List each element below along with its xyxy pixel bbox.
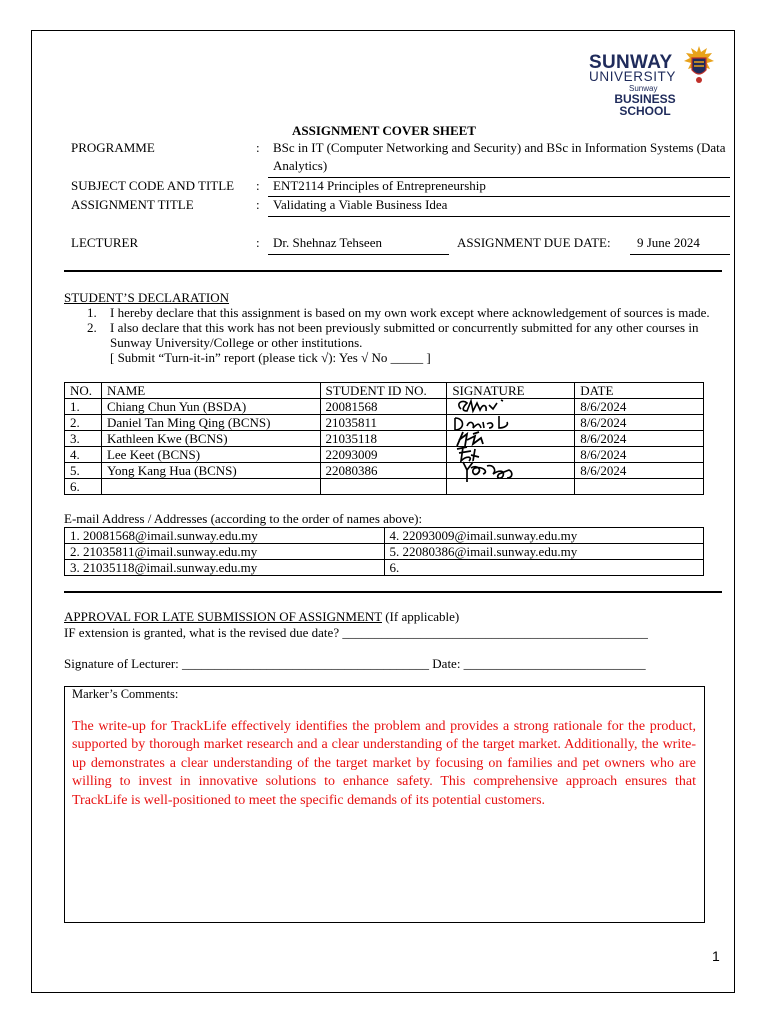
student-id: 22093009 — [320, 447, 447, 463]
logo-sub: Sunway — [629, 84, 658, 93]
declaration-heading: STUDENT’S DECLARATION — [64, 290, 230, 305]
colon: : — [256, 197, 260, 212]
date-cell: 8/6/2024 — [575, 447, 704, 463]
page-title: ASSIGNMENT COVER SHEET — [292, 123, 476, 138]
divider — [64, 270, 722, 272]
signature-cell — [447, 399, 575, 415]
student-id — [320, 479, 447, 495]
divider — [64, 591, 722, 593]
logo-university: UNIVERSITY — [589, 69, 677, 84]
signature-cell — [447, 415, 575, 431]
email-cell: 4. 22093009@imail.sunway.edu.my — [384, 528, 704, 544]
assignment-title-value: Validating a Viable Business Idea — [273, 197, 448, 212]
table-row — [65, 447, 704, 463]
late-heading-text: APPROVAL FOR LATE SUBMISSION OF ASSIGNMENT — [64, 609, 382, 624]
row-number: 2. — [65, 415, 102, 431]
table-row — [65, 560, 704, 576]
column-header: SIGNATURE — [447, 383, 575, 399]
students-table — [64, 382, 704, 495]
declaration-item-1: I hereby declare that this assignment is based on my own work except where acknowledgement of sources is made. — [110, 305, 710, 320]
email-cell: 3. 21035118@imail.sunway.edu.my — [65, 560, 385, 576]
student-name: Yong Kang Hua (BCNS) — [101, 463, 320, 479]
programme-value-line1: BSc in IT (Computer Networking and Security) and BSc in Information Systems (Data — [273, 140, 726, 155]
email-cell: 2. 21035811@imail.sunway.edu.my — [65, 544, 385, 560]
subject-value: ENT2114 Principles of Entrepreneurship — [273, 178, 486, 193]
declaration-item-number: 1. — [87, 305, 97, 320]
page-number: 1 — [712, 948, 720, 964]
declaration-item-number: 2. — [87, 320, 97, 335]
student-name: Chiang Chun Yun (BSDA) — [101, 399, 320, 415]
row-number: 1. — [65, 399, 102, 415]
table-row — [65, 528, 704, 544]
turnitin-tick-line: [ Submit “Turn-it-in” report (please tick √): Yes √ No _____ ] — [110, 350, 431, 365]
table-row — [65, 399, 704, 415]
column-header: NAME — [101, 383, 320, 399]
subject-label: SUBJECT CODE AND TITLE — [71, 178, 235, 193]
table-row — [65, 463, 704, 479]
email-heading: E-mail Address / Addresses (according to the order of names above): — [64, 511, 423, 526]
logo-brand: SUNWAY — [589, 52, 673, 73]
column-header: STUDENT ID NO. — [320, 383, 447, 399]
email-cell: 5. 22080386@imail.sunway.edu.my — [384, 544, 704, 560]
date-cell — [575, 479, 704, 495]
student-name: Daniel Tan Ming Qing (BCNS) — [101, 415, 320, 431]
colon: : — [256, 235, 260, 250]
column-header: NO. — [65, 383, 102, 399]
row-number: 4. — [65, 447, 102, 463]
lecturer-underline — [268, 254, 449, 255]
revised-due-date-line: IF extension is granted, what is the revised due date? _______________________________________________ — [64, 625, 648, 640]
late-submission-heading — [64, 609, 459, 624]
table-header-row — [65, 383, 704, 399]
marker-comments-text: The write-up for TrackLife effectively identifies the problem and provides a strong rationale for the product, supported by thorough market research and a clear understanding of the target market. Additionally, the write-up demonstrates a clear understanding of the target market by focusing on families and pet owners who are willing to invest in innovative solutions to enhance safety. This comprehensive approach ensures that TrackLife is well-positioned to meet the specific demands of its potential customers. — [72, 719, 696, 808]
assignment-title-label: ASSIGNMENT TITLE — [71, 197, 194, 212]
marker-comments-label: Marker’s Comments: — [72, 687, 179, 701]
programme-label: PROGRAMME — [71, 140, 155, 155]
colon: : — [256, 178, 260, 193]
assignment-underline — [268, 216, 730, 217]
due-date-underline — [630, 254, 730, 255]
date-cell: 8/6/2024 — [575, 431, 704, 447]
marker-comments-box — [64, 686, 705, 923]
lecturer-label: LECTURER — [71, 235, 139, 250]
table-row — [65, 415, 704, 431]
column-header: DATE — [575, 383, 704, 399]
crest-icon — [681, 44, 717, 86]
student-name: Kathleen Kwe (BCNS) — [101, 431, 320, 447]
due-date-value: 9 June 2024 — [637, 235, 700, 250]
row-number: 6. — [65, 479, 102, 495]
student-name — [101, 479, 320, 495]
student-id: 21035811 — [320, 415, 447, 431]
email-cell: 1. 20081568@imail.sunway.edu.my — [65, 528, 385, 544]
lecturer-signature-line: Signature of Lecturer: ______________________________________ Date: ____________________________ — [64, 656, 646, 671]
date-cell: 8/6/2024 — [575, 463, 704, 479]
date-cell: 8/6/2024 — [575, 415, 704, 431]
programme-value-line2: Analytics) — [273, 158, 328, 173]
sunway-business-school-logo — [585, 44, 719, 120]
handwritten-signature — [453, 397, 513, 415]
table-row — [65, 479, 704, 495]
email-table — [64, 527, 704, 576]
table-row — [65, 544, 704, 560]
student-id: 21035118 — [320, 431, 447, 447]
student-id: 22080386 — [320, 463, 447, 479]
email-cell: 6. — [384, 560, 704, 576]
table-row — [65, 431, 704, 447]
logo-school: BUSINESS SCHOOL — [614, 92, 676, 118]
student-id: 20081568 — [320, 399, 447, 415]
row-number: 3. — [65, 431, 102, 447]
row-number: 5. — [65, 463, 102, 479]
late-heading-note: (If applicable) — [381, 609, 460, 624]
date-cell: 8/6/2024 — [575, 399, 704, 415]
lecturer-value: Dr. Shehnaz Tehseen — [273, 235, 382, 250]
handwritten-signature — [453, 460, 523, 484]
declaration-item-2-line2: Sunway University/College or other institutions. — [110, 335, 363, 350]
declaration-item-2-line1: I also declare that this work has not been previously submitted or concurrently submitted for any other courses in — [110, 320, 699, 335]
student-name: Lee Keet (BCNS) — [101, 447, 320, 463]
colon: : — [256, 140, 260, 155]
due-date-label: ASSIGNMENT DUE DATE: — [457, 235, 611, 250]
signature-cell — [447, 463, 575, 479]
